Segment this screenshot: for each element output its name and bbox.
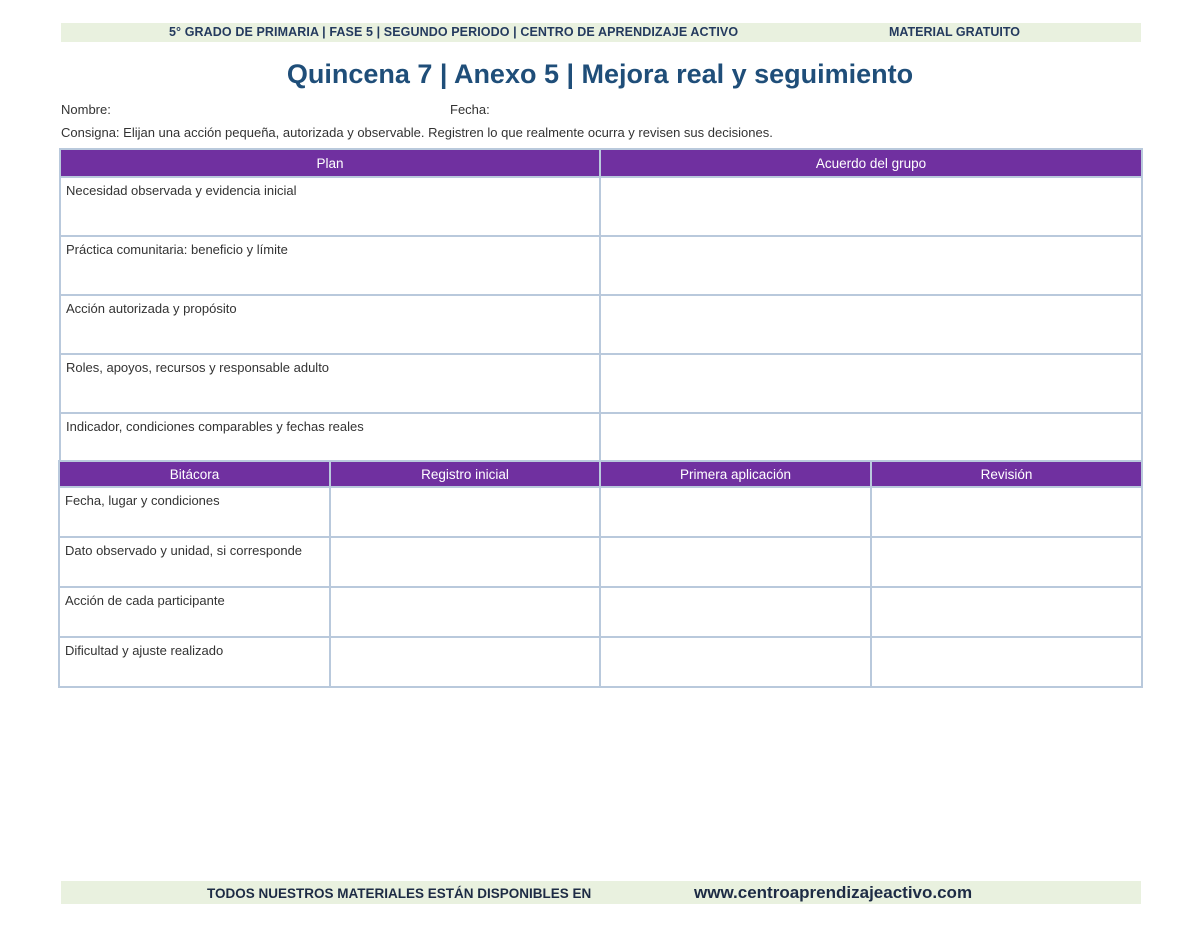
log-answer-cell[interactable] — [871, 587, 1142, 637]
plan-row-label: Práctica comunitaria: beneficio y límite — [60, 236, 600, 295]
plan-answer-cell[interactable] — [600, 295, 1142, 354]
footer-text: TODOS NUESTROS MATERIALES ESTÁN DISPONIBLES EN — [207, 886, 592, 901]
footer-banner — [61, 881, 1141, 904]
page-title: Quincena 7 | Anexo 5 | Mejora real y seguimiento — [286, 59, 914, 89]
log-answer-cell[interactable] — [600, 487, 871, 537]
log-answer-cell[interactable] — [330, 537, 600, 587]
log-answer-cell[interactable] — [600, 537, 871, 587]
table-row — [60, 354, 1142, 413]
table-row — [60, 295, 1142, 354]
plan-answer-cell[interactable] — [600, 177, 1142, 236]
log-header-first-application: Primera aplicación — [600, 461, 871, 487]
table-row — [59, 637, 1142, 687]
log-answer-cell[interactable] — [871, 637, 1142, 687]
log-header-log: Bitácora — [59, 461, 330, 487]
date-field-label: Fecha: — [450, 102, 490, 117]
name-field-label: Nombre: — [61, 102, 111, 117]
log-table-header-row — [59, 461, 1142, 487]
banner-free-material: MATERIAL GRATUITO — [889, 25, 1021, 39]
banner-grade-info: 5° GRADO DE PRIMARIA | FASE 5 | SEGUNDO PERIODO | CENTRO DE APRENDIZAJE ACTIVO — [169, 25, 739, 39]
plan-row-label: Acción autorizada y propósito — [60, 295, 600, 354]
plan-row-label: Roles, apoyos, recursos y responsable adulto — [60, 354, 600, 413]
plan-header-plan: Plan — [60, 149, 600, 177]
table-row — [60, 236, 1142, 295]
plan-table — [59, 148, 1143, 473]
log-row-label: Dificultad y ajuste realizado — [59, 637, 330, 687]
plan-table-header-row — [60, 149, 1142, 177]
table-row — [59, 537, 1142, 587]
plan-row-label: Necesidad observada y evidencia inicial — [60, 177, 600, 236]
log-row-label: Dato observado y unidad, si corresponde — [59, 537, 330, 587]
top-banner — [61, 23, 1141, 42]
footer-website-link[interactable]: www.centroaprendizajeactivo.com — [694, 883, 973, 902]
log-row-label: Fecha, lugar y condiciones — [59, 487, 330, 537]
table-row — [59, 587, 1142, 637]
log-answer-cell[interactable] — [600, 587, 871, 637]
log-table — [58, 460, 1143, 688]
log-answer-cell[interactable] — [330, 637, 600, 687]
table-row — [59, 487, 1142, 537]
plan-row-label: Indicador, condiciones comparables y fechas reales — [60, 413, 600, 472]
plan-answer-cell[interactable] — [600, 354, 1142, 413]
instructions-text: Consigna: Elijan una acción pequeña, autorizada y observable. Registren lo que realmente ocurra y revisen sus decisiones. — [61, 125, 773, 140]
log-answer-cell[interactable] — [871, 537, 1142, 587]
plan-answer-cell[interactable] — [600, 236, 1142, 295]
plan-header-group-agreement: Acuerdo del grupo — [600, 149, 1142, 177]
log-row-label: Acción de cada participante — [59, 587, 330, 637]
log-header-initial-record: Registro inicial — [330, 461, 600, 487]
table-row — [60, 177, 1142, 236]
log-answer-cell[interactable] — [330, 487, 600, 537]
log-answer-cell[interactable] — [871, 487, 1142, 537]
log-answer-cell[interactable] — [600, 637, 871, 687]
log-header-review: Revisión — [871, 461, 1142, 487]
log-answer-cell[interactable] — [330, 587, 600, 637]
